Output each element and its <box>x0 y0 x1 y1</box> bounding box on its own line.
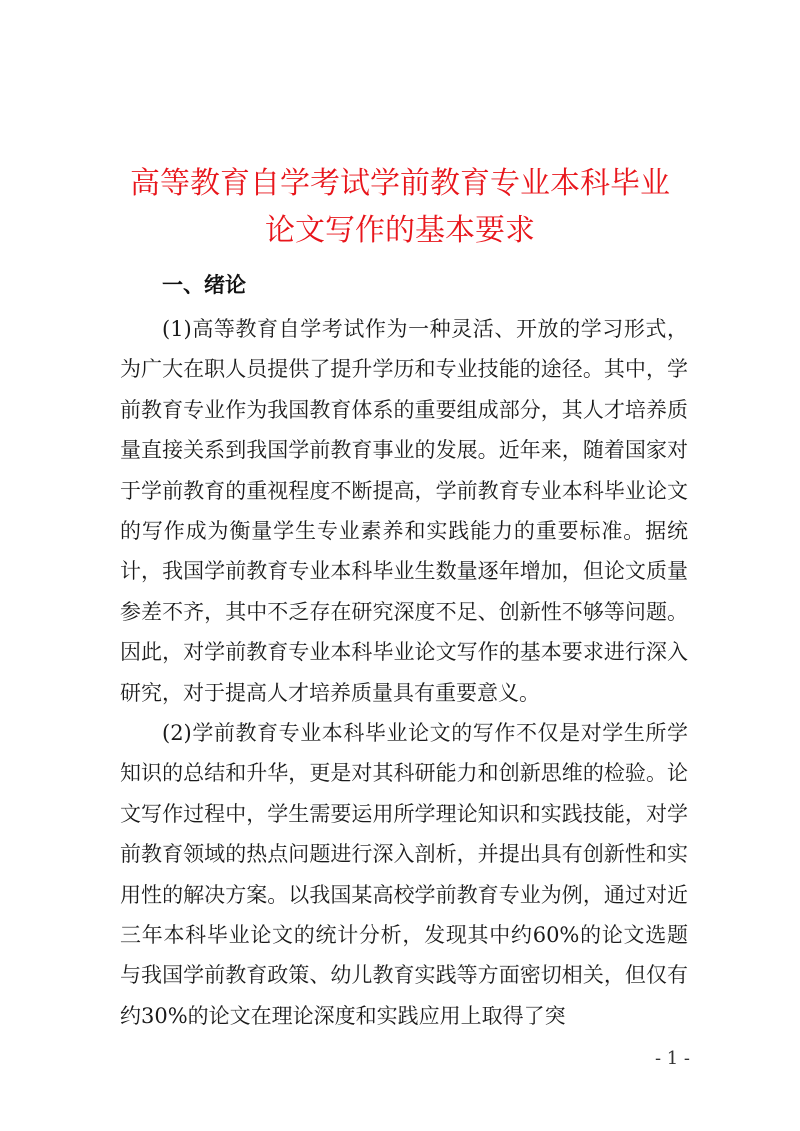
paragraph-1: (1)高等教育自学考试作为一种灵活、开放的学习形式，为广大在职人员提供了提升学历和专业技能的途径。其中，学前教育专业作为我国教育体系的重要组成部分，其人才培养质量直接关系到我国学前教育事业的发展。近年来，随着国家对于学前教育的重视程度不断提高，学前教育专业本科毕业论文的写作成为衡量学生专业素养和实践能力的重要标准。据统计，我国学前教育专业本科毕业生数量逐年增加，但论文质量参差不齐，其中不乏存在研究深度不足、创新性不够等问题。因此，对学前教育专业本科毕业论文写作的基本要求进行深入研究，对于提高人才培养质量具有重要意义。 <box>120 317 688 705</box>
document-title <box>0 160 800 254</box>
section-heading: 一、绪论 <box>162 273 246 297</box>
paragraph-2: (2)学前教育专业本科毕业论文的写作不仅是对学生所学知识的总结和升华，更是对其科研能力和创新思维的检验。论文写作过程中，学生需要运用所学理论知识和实践技能，对学前教育领域的热点问题进行深入剖析，并提出具有创新性和实用性的解决方案。以我国某高校学前教育专业为例，通过对近三年本科毕业论文的统计分析，发现其中约60%的论文选题与我国学前教育政策、幼儿教育实践等方面密切相关，但仅有约30%的论文在理论深度和实践应用上取得了突 <box>120 721 688 1028</box>
page-number: - 1 - <box>654 1048 690 1069</box>
title-line-2: 论文写作的基本要求 <box>265 213 535 249</box>
title-line-1: 高等教育自学考试学前教育专业本科毕业 <box>130 166 670 202</box>
